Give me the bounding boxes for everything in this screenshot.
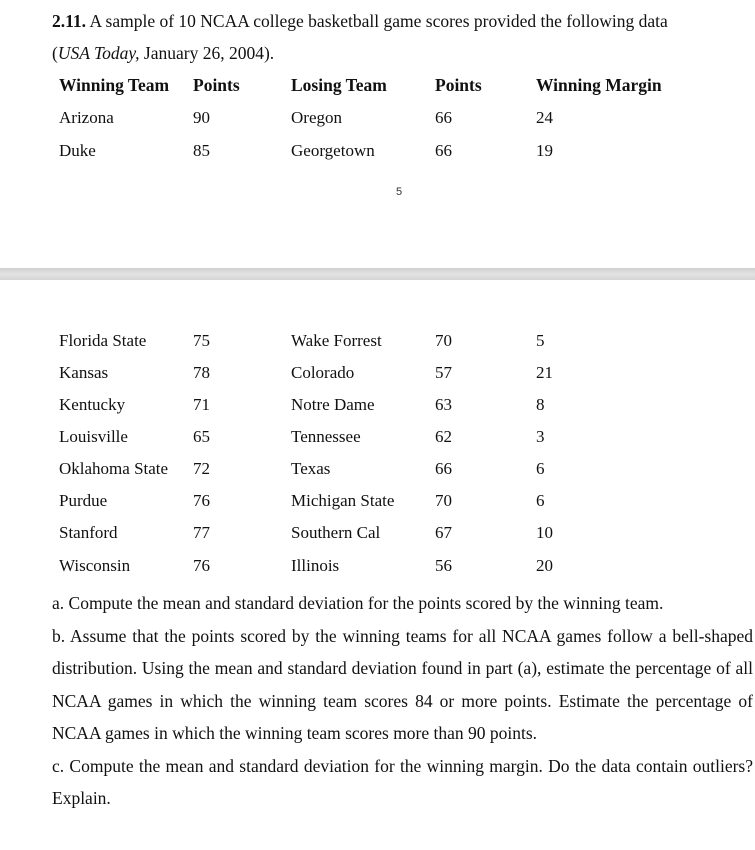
header-winning-team: Winning Team [59, 75, 170, 95]
table-cell-losing-team: Southern Cal [291, 523, 381, 542]
table-cell-winning-team: Kansas [59, 363, 109, 382]
problem-text: A sample of 10 NCAA college basketball game scores provided the following data [89, 11, 668, 31]
question-c: c. Compute the mean and standard deviation for the winning margin. Do the data contain outliers? Explain. [52, 755, 753, 808]
table-cell-margin: 24 [536, 108, 553, 127]
table-cell-winning-team: Louisville [59, 427, 128, 446]
table-cell-losing-team: Notre Dame [291, 395, 375, 414]
table-cell-margin: 6 [536, 491, 545, 510]
table-cell-winning-points: 71 [193, 395, 210, 414]
table-cell-winning-points: 76 [193, 556, 210, 575]
questions [52, 587, 753, 815]
table-cell-winning-points: 75 [193, 331, 210, 350]
table-cell-margin: 3 [536, 427, 545, 446]
table-cell-winning-team: Wisconsin [59, 556, 131, 575]
table-cell-losing-team: Oregon [291, 108, 342, 127]
problem-intro [52, 5, 752, 69]
page-number: 5 [396, 186, 403, 198]
table-cell-losing-team: Georgetown [291, 141, 375, 160]
header-winning-points: Points [193, 75, 240, 95]
table-cell-margin: 5 [536, 331, 545, 350]
table-cell-losing-team: Illinois [291, 556, 340, 575]
table-cell-losing-points: 67 [435, 523, 452, 542]
header-winning-margin: Winning Margin [536, 75, 662, 95]
source-date: January 26, 2004). [139, 43, 275, 63]
question-b: b. Assume that the points scored by the winning teams for all NCAA games follow a bell-shaped distribution. Using the mean and standard deviation found in part (a), estimate the percentage of all NCAA games in which the winning team scores 84 or more points. Estimate the percentage of NCAA games in which the winning team scores more than 90 points. [52, 625, 753, 743]
table-cell-winning-team: Duke [59, 141, 96, 160]
table-cell-winning-points: 85 [193, 141, 210, 160]
table-cell-winning-points: 78 [193, 363, 210, 382]
table-cell-losing-points: 66 [435, 141, 452, 160]
table-cell-margin: 19 [536, 141, 553, 160]
table-cell-winning-points: 65 [193, 427, 210, 446]
header-losing-points: Points [435, 75, 482, 95]
table-cell-losing-team: Colorado [291, 363, 355, 382]
table-cell-winning-team: Florida State [59, 331, 147, 350]
table-cell-winning-points: 76 [193, 491, 210, 510]
table-cell-margin: 8 [536, 395, 545, 414]
page-1 [0, 0, 755, 268]
table-cell-losing-points: 70 [435, 331, 452, 350]
table-cell-margin: 21 [536, 363, 553, 382]
table-cell-winning-points: 72 [193, 459, 210, 478]
table-cell-winning-team: Arizona [59, 108, 114, 127]
table-cell-winning-team: Kentucky [59, 395, 126, 414]
table-cell-losing-points: 66 [435, 459, 452, 478]
source-publication: USA Today, [57, 43, 140, 63]
page-2 [0, 280, 755, 850]
table-cell-winning-team: Stanford [59, 523, 118, 542]
question-a: a. Compute the mean and standard deviation for the points scored by the winning team. [52, 593, 664, 613]
table-cell-losing-team: Michigan State [291, 491, 395, 510]
table-cell-margin: 20 [536, 556, 553, 575]
header-losing-team: Losing Team [291, 75, 387, 95]
table-cell-losing-team: Tennessee [291, 427, 361, 446]
source-paren: ( [52, 43, 58, 63]
table-cell-losing-points: 57 [435, 363, 452, 382]
table-cell-losing-team: Wake Forrest [291, 331, 382, 350]
table-cell-winning-team: Oklahoma State [59, 459, 169, 478]
table-cell-winning-team: Purdue [59, 491, 108, 510]
table-cell-losing-points: 56 [435, 556, 452, 575]
table-cell-margin: 10 [536, 523, 553, 542]
table-cell-losing-points: 62 [435, 427, 452, 446]
table-cell-losing-points: 63 [435, 395, 452, 414]
table-cell-winning-points: 90 [193, 108, 210, 127]
problem-number: 2.11. [52, 11, 87, 31]
page-break-divider [0, 268, 755, 280]
table-cell-winning-points: 77 [193, 523, 210, 542]
table-cell-losing-points: 70 [435, 491, 452, 510]
table-cell-losing-team: Texas [291, 459, 331, 478]
table-cell-losing-points: 66 [435, 108, 452, 127]
table-cell-margin: 6 [536, 459, 545, 478]
